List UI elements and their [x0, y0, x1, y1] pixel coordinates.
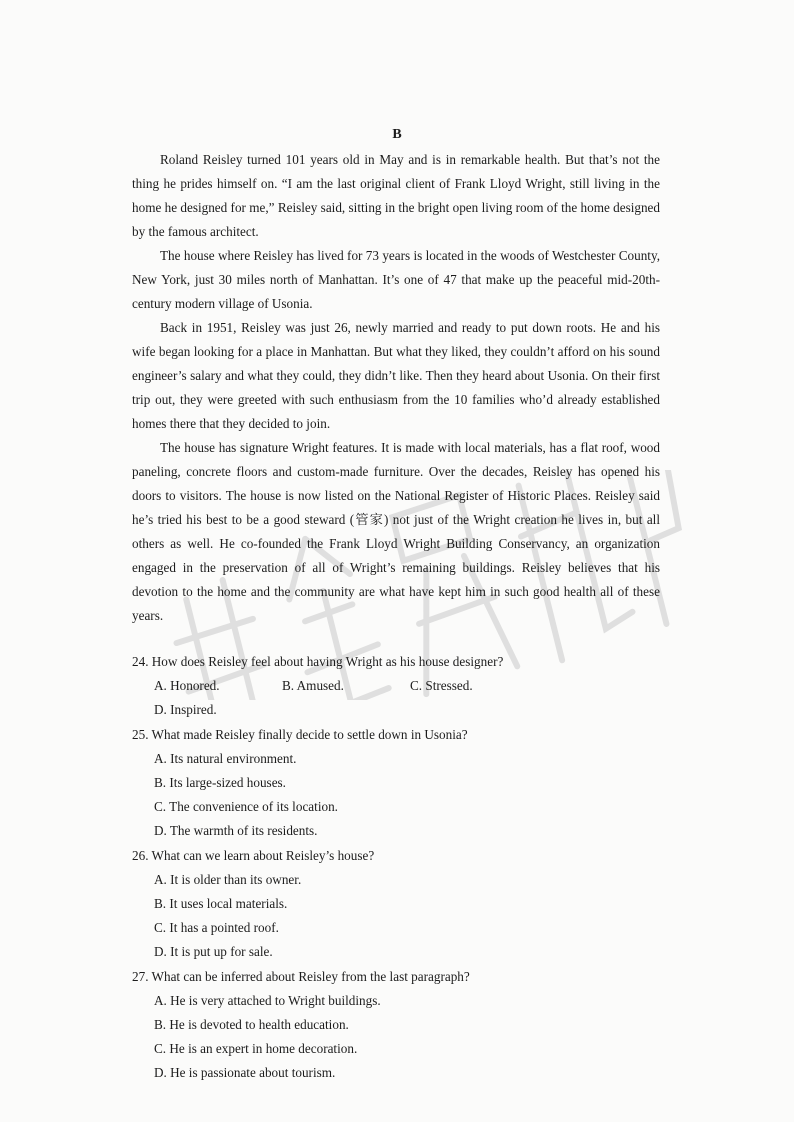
question-stem: 27. What can be inferred about Reisley from the last paragraph? [132, 968, 470, 984]
option-c: C. He is an expert in home decoration. [154, 1041, 358, 1057]
paragraph: Roland Reisley turned 101 years old in May and is in remarkable health. But that’s not the thing he prides himself on. “I am the last original client of Frank Lloyd Wright, still living in the home he designed for me,” Reisley said, sitting in the bright open living room of the home designed by the famous architect. [132, 152, 660, 239]
option-b: B. He is devoted to health education. [154, 1017, 349, 1033]
section-heading: B [392, 127, 402, 142]
option-b: B. Amused. [282, 678, 344, 694]
option-a: A. He is very attached to Wright buildings. [154, 992, 381, 1008]
option-d: D. The warmth of its residents. [154, 823, 318, 839]
reading-passage [132, 148, 660, 628]
option-group [132, 747, 660, 844]
paragraph: Back in 1951, Reisley was just 26, newly married and ready to put down roots. He and his wife began looking for a place in Manhattan. But what they liked, they couldn’t afford on his sound engineer’s salary and what they could, they didn’t like. Then they heard about Usonia. On their first trip out, they were greeted with such enthusiasm from the 10 families who’d already established homes there that they decided to join. [132, 320, 660, 431]
option-c: C. The convenience of its location. [154, 799, 338, 815]
question-list [132, 650, 660, 1086]
option-a: A. Honored. [154, 678, 220, 694]
option-group [132, 989, 660, 1086]
option-c: C. Stressed. [410, 678, 473, 694]
option-b: B. It uses local materials. [154, 896, 288, 912]
question-24 [132, 650, 660, 723]
question-stem: 24. How does Reisley feel about having Wright as his house designer? [132, 654, 504, 669]
option-a: A. It is older than its owner. [154, 871, 302, 887]
option-a: A. Its natural environment. [154, 750, 297, 766]
option-b: B. Its large-sized houses. [154, 775, 286, 791]
question-25 [132, 723, 660, 844]
option-d: D. It is put up for sale. [154, 944, 273, 960]
question-26 [132, 844, 660, 965]
option-group [132, 868, 660, 965]
option-d: D. He is passionate about tourism. [154, 1065, 336, 1081]
option-group [132, 674, 660, 722]
question-27 [132, 965, 660, 1086]
question-stem: 26. What can we learn about Reisley’s house? [132, 847, 375, 863]
option-c: C. It has a pointed roof. [154, 920, 279, 936]
question-stem: 25. What made Reisley finally decide to settle down in Usonia? [132, 726, 468, 742]
option-d: D. Inspired. [154, 702, 217, 718]
paragraph: The house where Reisley has lived for 73 years is located in the woods of Westchester County, New York, just 30 miles north of Manhattan. It’s one of 47 that make up the peaceful mid-20th-century modern village of Usonia. [132, 248, 660, 311]
paragraph: The house has signature Wright features. It is made with local materials, has a flat roof, wood paneling, concrete floors and custom-made furniture. Over the decades, Reisley has opened his doors to visitors. The house is now listed on the National Register of Historic Places. Reisley said he’s tried his best to be a good steward (管家) not just of the Wright creation he lives in, but all others as well. He co-founded the Frank Lloyd Wright Building Conservancy, an organization engaged in the preservation of all of Wright’s remaining buildings. Reisley believes that his devotion to the home and the community are what have kept him in such good health all of these years. [132, 440, 660, 623]
